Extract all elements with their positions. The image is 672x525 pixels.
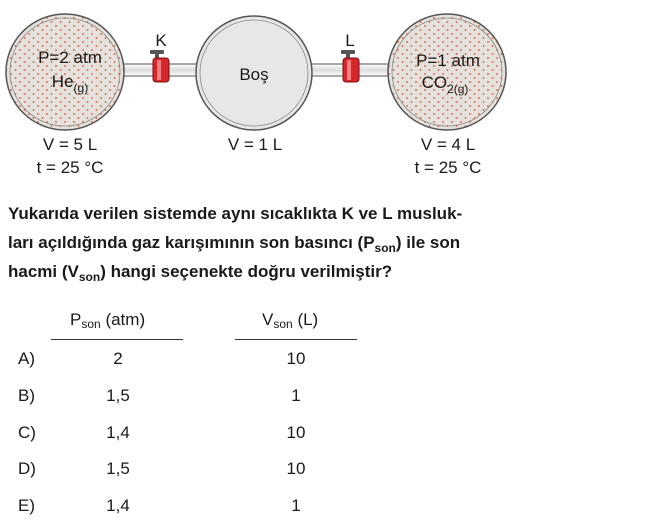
question-line-1: Yukarıda verilen sistemde aynı sıcaklıkta K ve L musluk- — [8, 204, 463, 223]
valve-k-label: K — [155, 31, 167, 50]
right-flask-pressure: P=1 atm — [416, 51, 480, 70]
option-volume: 10 — [286, 459, 306, 478]
option-letter: D) — [18, 459, 36, 478]
header-rule-volume — [235, 339, 357, 340]
option-letter: C) — [18, 423, 36, 442]
left-flask-temperature: t = 25 °C — [36, 158, 104, 177]
question-text — [8, 199, 648, 286]
valve-l-icon — [341, 50, 359, 82]
option-volume: 10 — [286, 423, 306, 442]
right-flask-temperature: t = 25 °C — [414, 158, 482, 177]
option-pressure: 1,4 — [106, 496, 130, 515]
valve-l-label: L — [345, 31, 355, 50]
option-pressure: 1,4 — [106, 423, 130, 442]
option-pressure: 1,5 — [106, 386, 130, 405]
middle-flask-label: Boş — [239, 65, 269, 84]
header-rule-pressure — [51, 339, 183, 340]
option-volume: 1 — [291, 496, 301, 515]
option-pressure: 1,5 — [106, 459, 130, 478]
option-letter: B) — [18, 386, 35, 405]
middle-flask-volume: V = 1 L — [227, 135, 283, 154]
question-line-3: hacmi $(V_{son})$ hangi seçenekte doğru verilmiştir? — [8, 262, 393, 284]
column-header-pressure: $P_{son}$ (atm) — [70, 310, 146, 331]
valve-k-icon — [150, 50, 169, 82]
question-line-2: ları açıldığında gaz karışımının son basıncı $(P_{son})$ ile son — [8, 233, 461, 255]
column-header-volume: $V_{son}$ (L) — [262, 310, 319, 331]
right-flask-gas: $CO_{2(g)}$ — [421, 73, 469, 96]
option-volume: 1 — [291, 386, 301, 405]
option-letter: A) — [18, 349, 35, 368]
option-pressure: 2 — [113, 349, 123, 368]
option-letter: E) — [18, 496, 35, 515]
flask-right-co2 — [388, 14, 506, 130]
left-flask-pressure: P=2 atm — [38, 48, 102, 67]
left-flask-volume: V = 5 L — [42, 135, 98, 154]
left-flask-gas: $He_{(g)}$ — [51, 72, 89, 95]
right-flask-volume: V = 4 L — [420, 135, 476, 154]
option-volume: 10 — [286, 349, 306, 368]
